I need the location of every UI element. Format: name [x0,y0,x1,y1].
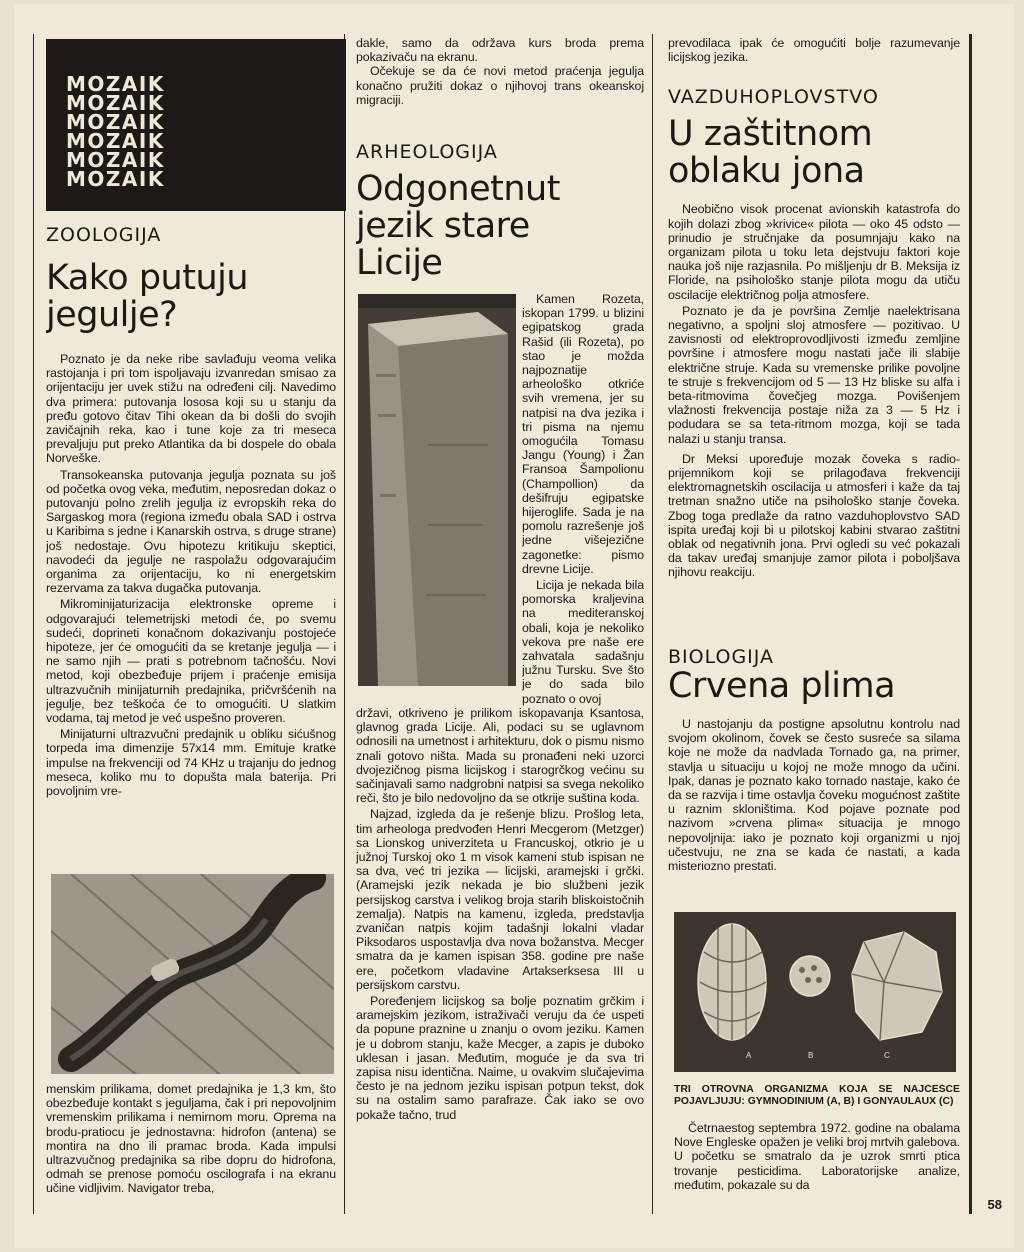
article-paragraph: Kamen Rozeta, iskopan 1799. u blizini egipatskog grada Rašid (ili Rozeta), po stao je možda najpoznatije arheološko otkriće svih vremena, jer su natpisi na dva jezika i tri pisma na njemu omogućila Tomasu Jangu (Young) i Žan Fransoa Šampolionu (Champollion) da dešifruju egipatske hijeroglife. Sada je na pomolu razrešenje još jedne višejezične zagonetke: pismo drevne Licije. [522,292,644,576]
article-headline: Crvena plima [668,666,896,706]
article-paragraph: Poznato je da je površina Zemlje naelektrisana negativno, a spoljni sloj atmosfere — pozitivao. U zavisnosti od elektroprovodljivosti između zemljine površine i atmosfere mogu nastati jače ili slabije električne struje. Kada su vremenske prilike povoljne te struje s frekvencijom od 5 — 13 Hz bliske su alfa i beta-ritmovima čovečjeg mozga. Povišenjem vlažnosti frekvencija postaje niža za 3 — 5 Hz i podudara se sa teta-ritmom mozga, koji se tada nalazi u stanju transa. [668,303,960,446]
column-zoologija [46,224,336,874]
article-paragraph: menskim prilikama, domet predajnika je 1,3 km, što obezbeđuje kontakt s jeguljama, čak i pri nepovoljnim vremenskim prilikama i nemirnom moru. Oprema na brodu-pratiocu je jednostavna: hidrofon (antena) se montira na dno ili pramac broda. Kada impulsi ultrazvučnog predajnika sa ribe dopru do hidrofona, odmah se prenose pomoću oscilografa i na ekranu učine vidljivim. Navigator treba, [46,1082,336,1196]
figure-label-a: A [746,1051,752,1060]
column-zoologija-continued [46,1082,336,1212]
column-arheologija-body [356,706,644,1216]
article-paragraph: Minijaturni ultrazvučni predajnik u obliku sićušnog torpeda ima dimenzije 57x14 mm. Emituje kratke impulse na frekvenciji od 74 KHz u trajanju do jednog meseca, koliko mu to dopušta mala baterija. Pri povoljnim vre- [46,727,336,799]
column-rule [344,34,345,1214]
mozaik-line: MOZAIK [66,72,165,96]
section-label: VAZDUHOPLOVSTVO [668,86,879,109]
column-rule [969,34,972,1214]
column-arheologija-top [356,36,644,296]
figure-label-c: C [884,1051,890,1060]
article-paragraph: Četrnaestog septembra 1972. godine na obalama Nove Engleske opažen je veliki broj mrtvih galebova. U početku se smatralo da je uzrok smrti ptica trovanje pesticidima. Laboratorijske analize, međutim, pokazale su da [674,1121,960,1192]
article-headline: Kako putuju jegulje? [46,258,249,335]
column-rule [33,34,34,1214]
article-paragraph: Dr Meksi upoređuje mozak čoveka s radio-prijemnikom koji se prilagođava frekvenciji elektromagnetskih oscilacija u atmosferi i kaže da taj tretman snažno utiče na psihološko stanje čoveka. Zbog toga predlaže da ratno vazduhoplovstvo SAD ispita uređaj koji bi u pilotskoj kabini stvarao zaštitni oblak od negativnih jona. Prvi ogledi su već pokazali da takav uređaj smanjuje zamor pilota i poboljšava njihovu reakciju. [668,451,960,580]
article-paragraph: Mikrominijaturizacija elektronske opreme i odgovarajući telemetrijski metodi će, po svemu sudeći, doprineti konačnom dokazivanju postojeće hipoteze, jer će omogućiti da se kretanje jegulja — i ne samo njih — prati s potrebnom tačnošću. Novi metod, koji obezbeđuje prijem i praćenje emisija ultrazvučnih minijaturnih predajnika, pričvršćenih na jegulje, bez teškoća će to omogućiti. U slatkim vodama, taj metod je već uspešno proveren. [46,597,336,726]
stone-image [358,294,516,686]
magazine-page [14,4,1014,1248]
mozaik-line: MOZAIK [66,129,165,153]
column-biologija-continued [674,1084,960,1216]
organisms-image [674,912,956,1072]
organisms-figure [674,912,956,1072]
article-paragraph: U nastojanju da postigne apsolutnu kontrolu nad svojom okolinom, čovek se često susreće sa silama koje ne može da nadvlada Tornado ga, na primer, stavlja u situaciju u kojoj ne može mnogo da učini. Ipak, danas je poznato kako tornado nastaje, kako će da se razvija i time ostavlja čoveku mogućnost zaštite u raznim skloništima. Kod pojave poznate pod nazivom »crvena plima« situacija je mnogo nepovoljnija: iako je poznato koji organizmi u njoj učestvuju, ne zna se kada će nastati, a kada misteriozno prestati. [668,717,960,874]
section-label: ARHEOLOGIJA [356,141,498,164]
article-paragraph: Neobično visok procenat avionskih katastrofa do kojih dolazi zbog »krivice« pilota — oko 45 odsto — prinudio je stručnjake da posumnjaju kako na organizam pilota u toku leta dejstvuju faktori koje nauka još nije razjasnila. Po mišljenju dr B. Meksija iz Floride, na psihološko stanje pilota mogu da utiču oscilacije električnog polja atmosfere. [668,202,960,302]
section-label: ZOOLOGIJA [46,224,162,246]
article-paragraph: Transokeanska putovanja jegulja poznata su još od početka ovog veka, međutim, neposredan dokaz o putovanju polno zrelih jegulja iz evropskih reka do Sargaskog mora (regiona između obala SAD i ostrva u Karibima s jedne i Kanarskih ostrva, s druge strane) još nedostaje. Ovu hipotezu kritikuju skeptici, navodeći da jegulje ne raspolažu odgovarajućim organima za orijentaciju, ko ni energetskim rezervama za takva dugačka putovanja. [46,467,336,596]
column-biologija [668,646,960,906]
mozaik-line: MOZAIK [66,148,165,172]
eel-photo [51,874,334,1074]
article-paragraph: prevodilaca ipak će omogućiti bolje razumevanje licijskog jezika. [668,36,960,65]
eel-image [51,874,334,1074]
stone-photo [358,294,516,686]
article-paragraph: Poznato je da neke ribe savlađuju veoma velika rastojanja i pri tom ispoljavaju izvanredan smisao za orijentaciju jer uvek stižu na određeni cilj. Navedimo dva primera: putovanja lososa koji su u stanju da pređu gotovo čitav Tihi okean da bi došli do svojih zavičajnih reka, kao i tune koje za tri meseca prevaljuju put preko Atlantika da bi dospele do obala Norveške. [46,352,336,466]
mozaik-banner [46,39,346,211]
column-arheologija-side [522,292,644,712]
page-number: 58 [987,1197,1002,1212]
section-label: BIOLOGIJA [668,646,775,668]
article-paragraph: Licija je nekada bila pomorska kraljevina na mediteranskoj obali, koja je nekoliko vekova pre naše ere zahvatala sadašnju južnu Tursku. Sve što je do sada bilo poznato o ovoj [522,578,644,706]
mozaik-line: MOZAIK [66,91,165,115]
article-headline: U zaštitnom oblaku jona [668,114,873,192]
article-headline: Odgonetnut jezik stare Licije [356,169,560,284]
article-paragraph: Najzad, izgleda da je rešenje blizu. Prošlog leta, tim arheologa predvođen Henri Mecgerom (Metzger) sa Lionskog univerziteta u Francuskoj, otkrio je u južnoj Turskoj oko 1 m visok kameni stub ispisan ne sa dva, već tri jezika — licijski, aramejski i grčki. (Aramejski jezik nekada je bio službeni jezik persijskog carstva i velikog broja starih bliskoistočnih zemalja). Natpis na kamenu, izgleda, predstavlja zvaničan natpis kojim tadašnji lokalni vladar Piksodaros uspostavlja dva nova božanstva. Mecger smatra da je kamen ispisan 358. godine pre naše ere, početkom vladavine Artakserksesa III u persijskom carstvu. [356,807,644,992]
article-paragraph: dakle, samo da održava kurs broda prema pokazivaču na ekranu. [356,36,644,65]
column-vazduhoplovstvo [668,36,960,636]
article-paragraph: Očekuje se da će novi metod praćenja jegulja konačno pružiti dokaz o njihovoj trans okeanskoj migraciji. [356,64,644,107]
mozaik-line: MOZAIK [66,110,165,134]
article-paragraph: državi, otkriveno je prilikom iskopavanja Ksantosa, glavnog grada Licije. Ali, podaci su se uglavnom odnosili na umetnost i arhitekturu, dok o pismu nismo znali gotovo ništa. Mada su pronađeni neki uzorci dvojezičnog pisma licijskog i starogrčkog većinu su sačinjavali samo nadgrobni natpisi sa svega nekoliko reči, što je bilo nedovoljno da se otkrije suština koda. [356,706,644,806]
figure-label-b: B [808,1051,814,1060]
column-rule [652,34,653,1214]
mozaik-line: MOZAIK [66,167,165,191]
figure-caption: TRI OTROVNA ORGANIZMA KOJA SE NAJČEŠĆE POJAVLJUJU: GYMNODINIUM (A, B) I GONYAULAUX (C) [674,1084,960,1107]
article-paragraph: Poređenjem licijskog sa bolje poznatim grčkim i aramejskim jezikom, istraživači veruju da će uspeti da popune praznine u znanju o ovom jeziku. Kamen je u dobrom stanju, kaže Mecger, a zapis je duboko uklesan i jasan. Međutim, moguće je da sva tri zapisa nisu identična. Naime, u ovakvim slučajevima često je na jednom jeziku ispisan potpun tekst, dok su na ostalim samo parafraze. Čak iako se ovo pokaže tačno, trud [356,994,644,1122]
